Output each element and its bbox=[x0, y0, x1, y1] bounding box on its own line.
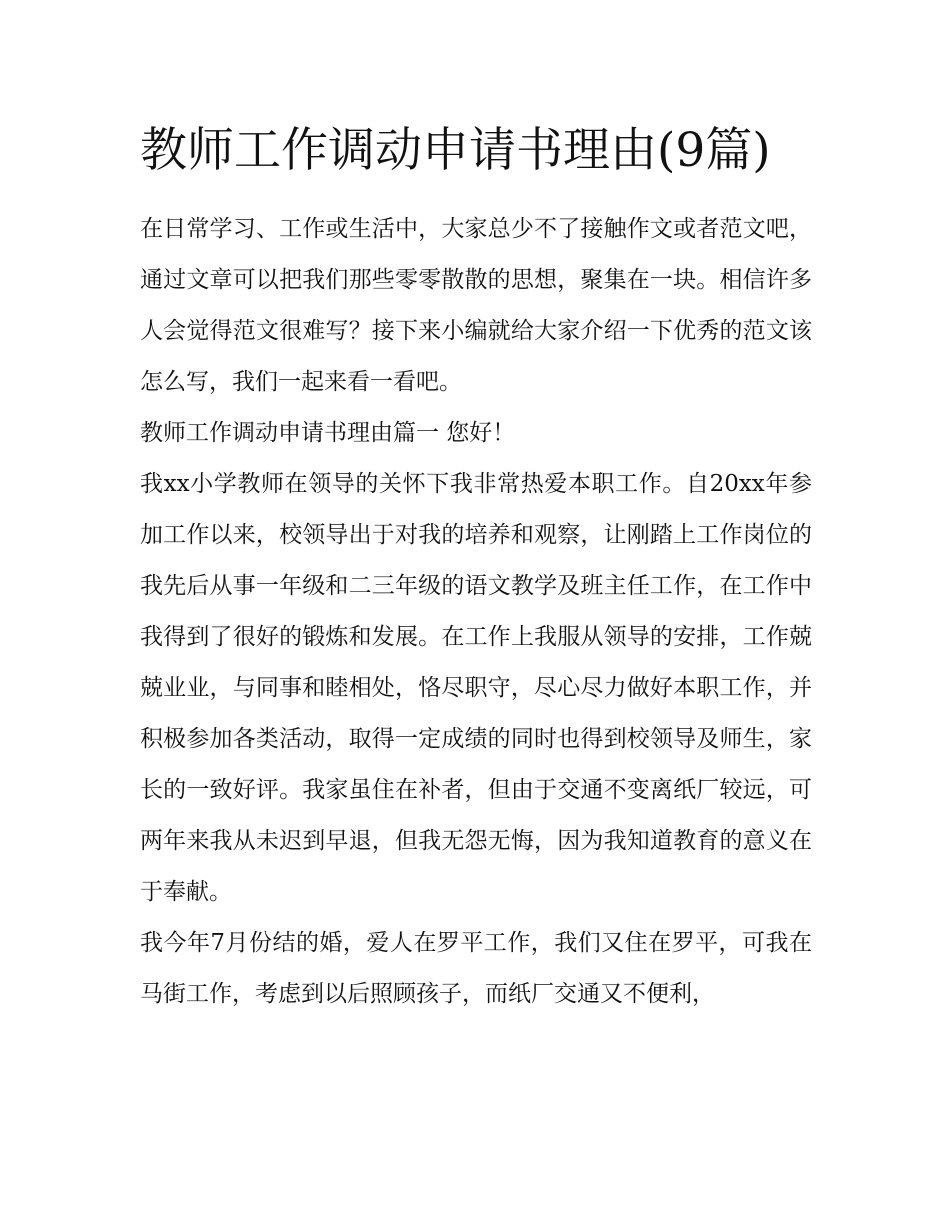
body-paragraph-family-reason: 我今年7月份结的婚，爱人在罗平工作，我们又住在罗平，可我在马街工作，考虑到以后照顾孩子，而纸厂交通又不便利， bbox=[140, 930, 812, 1007]
intro-paragraph: 在日常学习、工作或生活中，大家总少不了接触作文或者范文吧，通过文章可以把我们那些零零散散的思想，聚集在一块。相信许多人会觉得范文很难写？接下来小编就给大家介绍一下优秀的范文该怎么写，我们一起来看一看吧。 bbox=[140, 216, 812, 395]
document-body bbox=[140, 112, 812, 1020]
section-heading-paragraph: 教师工作调动申请书理由篇一 您好！ bbox=[140, 420, 516, 446]
body-paragraph-work-history: 我xx小学教师在领导的关怀下我非常热爱本职工作。自20xx年参加工作以来，校领导出于对我的培养和观察，让刚踏上工作岗位的我先后从事一年级和二三年级的语文教学及班主任工作，在工作中我得到了很好的锻炼和发展。在工作上我服从领导的安排，工作兢兢业业，与同事和睦相处，恪尽职守，尽心尽力做好本职工作，并积极参加各类活动，取得一定成绩的同时也得到校领导及师生，家长的一致好评。我家虽住在补者，但由于交通不变离纸厂较远，可两年来我从未迟到早退，但我无怨无悔，因为我知道教育的意义在于奉献。 bbox=[140, 471, 812, 905]
document-title: 教师工作调动申请书理由(9篇) bbox=[140, 123, 771, 178]
